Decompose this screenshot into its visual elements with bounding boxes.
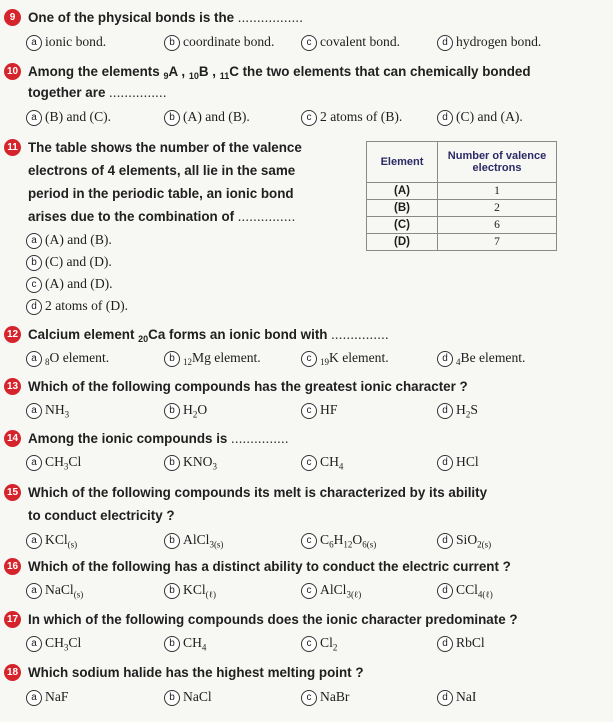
option-c[interactable]: c $C_6H_{12}O_{6(s)}$ xyxy=(301,532,376,550)
option-b[interactable]: b $H_2O$ xyxy=(164,402,207,420)
question-text: In which of the following compounds does the ionic character predominate ? xyxy=(28,612,518,627)
option-a[interactable]: a (B) and (C). xyxy=(26,109,111,126)
option-b[interactable]: b coordinate bond. xyxy=(164,34,274,51)
question-number-badge: 12 xyxy=(4,326,21,343)
table-row: (A) 1 xyxy=(367,183,557,200)
option-c[interactable]: c (A) and (D). xyxy=(26,276,113,293)
option-d[interactable]: d (C) and (A). xyxy=(437,109,523,126)
table-header-valence: Number of valence electrons xyxy=(438,142,557,183)
option-d[interactable]: d CCl$_{4(\ell)}$ xyxy=(437,582,493,600)
question-number-badge: 10 xyxy=(4,63,21,80)
question-number-badge: 15 xyxy=(4,484,21,501)
question-number-badge: 9 xyxy=(4,9,21,26)
option-d[interactable]: d 2 atoms of (D). xyxy=(26,298,128,315)
option-c[interactable]: c NaBr xyxy=(301,689,349,706)
option-c[interactable]: c covalent bond. xyxy=(301,34,400,51)
option-b[interactable]: b $CH_4$ xyxy=(164,635,206,653)
question-text: Which of the following compounds has the greatest ionic character ? xyxy=(28,379,468,394)
table-header-element: Element xyxy=(367,142,438,183)
option-d[interactable]: d RbCl xyxy=(437,635,485,652)
option-a[interactable]: a $NH_3$ xyxy=(26,402,69,420)
option-b[interactable]: b $KNO_3$ xyxy=(164,454,217,472)
option-b[interactable]: b AlCl$_{3(s)}$ xyxy=(164,532,223,550)
valence-electrons-table xyxy=(366,141,557,251)
option-b[interactable]: b NaCl xyxy=(164,689,212,706)
option-b[interactable]: b $_{12}$Mg element. xyxy=(164,350,261,367)
option-c[interactable]: c $CH_4$ xyxy=(301,454,343,472)
option-b[interactable]: b (A) and (B). xyxy=(164,109,250,126)
question-text-line2: to conduct electricity ? xyxy=(28,508,175,523)
question-text: The table shows the number of the valence xyxy=(28,140,302,155)
option-a[interactable]: a NaCl$_{(s)}$ xyxy=(26,582,83,600)
question-text: Among the elements $_9$A , $_{10}$B , $_{11}$C the two elements that can chemically bonded xyxy=(28,64,531,81)
option-c[interactable]: c 2 atoms of (B). xyxy=(301,109,402,126)
option-a[interactable]: a ionic bond. xyxy=(26,34,106,51)
option-c[interactable]: c $Cl_2$ xyxy=(301,635,337,653)
option-a[interactable]: a KCl$_{(s)}$ xyxy=(26,532,77,550)
question-text: Which of the following has a distinct ability to conduct the electric current ? xyxy=(28,559,511,574)
question-number-badge: 13 xyxy=(4,378,21,395)
question-number-badge: 18 xyxy=(4,664,21,681)
option-d[interactable]: d SiO$_{2(s)}$ xyxy=(437,532,491,550)
option-d[interactable]: d $H_2S$ xyxy=(437,402,478,420)
table-row: (C) 6 xyxy=(367,217,557,234)
question-number-badge: 16 xyxy=(4,558,21,575)
option-c[interactable]: c $_{19}$K element. xyxy=(301,350,389,367)
question-text-line2: together are ............... xyxy=(28,85,167,100)
table-row: (B) 2 xyxy=(367,200,557,217)
option-d[interactable]: d NaI xyxy=(437,689,476,706)
question-text: Calcium element $_{20}$Ca forms an ionic bond with ............... xyxy=(28,327,389,344)
option-a[interactable]: a $CH_3Cl$ xyxy=(26,635,81,653)
question-text: Among the ionic compounds is ............... xyxy=(28,431,289,446)
option-c[interactable]: c HF xyxy=(301,402,337,419)
table-row: (D) 7 xyxy=(367,234,557,251)
question-number-badge: 11 xyxy=(4,139,21,156)
question-text: One of the physical bonds is the ................. xyxy=(28,10,304,25)
option-d[interactable]: d hydrogen bond. xyxy=(437,34,541,51)
question-text: Which sodium halide has the highest melting point ? xyxy=(28,665,364,680)
option-a[interactable]: a (A) and (B). xyxy=(26,232,112,249)
option-a[interactable]: a NaF xyxy=(26,689,68,706)
option-d[interactable]: d HCl xyxy=(437,454,479,471)
table-header-row xyxy=(367,142,557,183)
question-text: Which of the following compounds its melt is characterized by its ability xyxy=(28,485,488,500)
option-a[interactable]: a $_8$O element. xyxy=(26,350,109,367)
question-text: electrons of 4 elements, all lie in the same xyxy=(28,163,296,178)
option-b[interactable]: b KCl$_{(\ell)}$ xyxy=(164,582,216,600)
option-c[interactable]: c AlCl$_{3(\ell)}$ xyxy=(301,582,361,600)
option-a[interactable]: a $CH_3Cl$ xyxy=(26,454,81,472)
question-text: arises due to the combination of ............... xyxy=(28,209,296,224)
option-d[interactable]: d $_4$Be element. xyxy=(437,350,525,367)
question-number-badge: 14 xyxy=(4,430,21,447)
question-number-badge: 17 xyxy=(4,611,21,628)
question-text: period in the periodic table, an ionic bond xyxy=(28,186,294,201)
option-b[interactable]: b (C) and (D). xyxy=(26,254,112,271)
